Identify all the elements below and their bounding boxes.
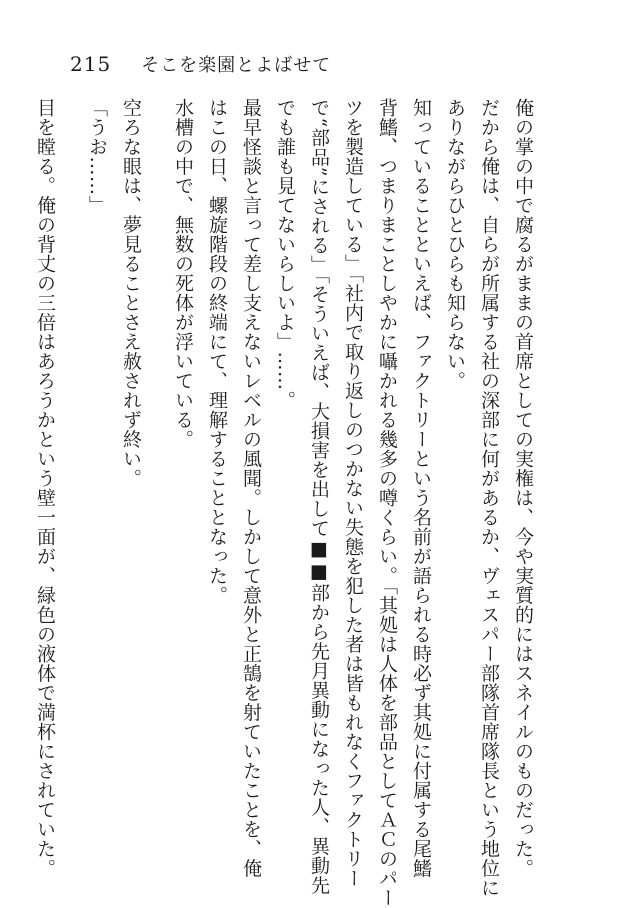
text-column: 「うお……」 [86,98,108,215]
text-column: でも誰も見てないらしいよ」……。 [274,98,296,410]
text-column: 水槽の中で、無数の死体が浮いている。 [172,98,194,449]
running-title: そこを楽園とよばせて [141,55,332,76]
text-column: 俺の掌の中で腐るがままの首席としての実権は、今や実質的にはスネイルのものだった。 [512,98,534,878]
text-column: だから俺は、自らが所属する社の深部に何があるか、ヴェスパー部隊首席隊長という地位に [478,98,500,898]
text-column: 目を瞠る。俺の背丈の三倍はあろうかという壁一面が、緑色の液体で満杯にされていた。 [34,98,56,878]
text-column: ツを製造している」「社内で取り返しのつかない失態を犯した者は皆もれなくファクトリー [342,98,364,888]
text-column: ありながらひとひらも知らない。 [444,98,466,391]
text-column: で“部品”にされる」「そういえば、大損害を出して■■部から先月異動になった人、異動先 [308,98,330,895]
text-column: 空ろな眼は、夢見ることさえ赦されず終い。 [120,98,142,488]
text-column: 背鰭、つまりまことしやかに囁かれる幾多の噂くらい。「其処は人体を部品としてＡＣのパー [376,98,398,908]
text-column: はこの日、螺旋階段の終端にて、理解することとなった。 [206,98,228,605]
body-text [34,98,540,908]
page-number: 215 [70,52,112,76]
page-header [70,44,331,84]
text-column: 知っていることといえば、ファクトリーという名前が語られる時必ず其処に付属する尾鰭 [410,98,432,878]
text-column: 最早怪談と言って差し支えないレベルの風聞。しかして意外と正鵠を射ていたことを、俺 [240,98,262,878]
